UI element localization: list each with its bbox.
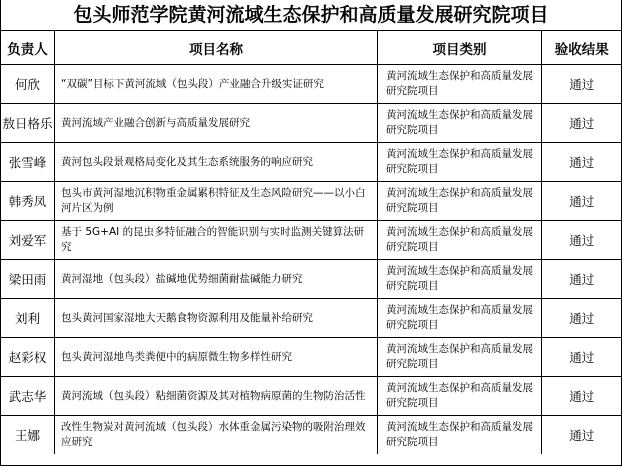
lead-cell: 武志华 [1, 377, 55, 416]
result-cell: 通过 [542, 416, 622, 455]
lead-cell: 敖日格乐 [1, 104, 55, 143]
table-row [1, 416, 622, 455]
category-cell: 黄河流域生态保护和高质量发展研究院项目 [378, 299, 542, 338]
table-row [1, 260, 622, 299]
table-row [1, 221, 622, 260]
category-cell: 黄河流域生态保护和高质量发展研究院项目 [378, 338, 542, 377]
lead-cell: 王娜 [1, 416, 55, 455]
project-name-cell: 黄河流域（包头段）粘细菌资源及其对植物病原菌的生物防治活性 [55, 377, 378, 416]
result-cell: 通过 [542, 182, 622, 221]
project-name-cell: 黄河包头段景观格局变化及其生态系统服务的响应研究 [55, 143, 378, 182]
table-row [1, 182, 622, 221]
lead-cell: 刘利 [1, 299, 55, 338]
table-row [1, 338, 622, 377]
project-name-cell: 改性生物炭对黄河流域（包头段）水体重金属污染物的吸附治理效应研究 [55, 416, 378, 455]
category-cell: 黄河流域生态保护和高质量发展研究院项目 [378, 182, 542, 221]
project-name-cell: 黄河流域产业融合创新与高质量发展研究 [55, 104, 378, 143]
table-row [1, 299, 622, 338]
project-name-cell: 包头黄河国家湿地大天鹅食物资源利用及能量补给研究 [55, 299, 378, 338]
lead-cell: 赵彩权 [1, 338, 55, 377]
header-row [1, 31, 622, 65]
project-name-cell: 包头市黄河湿地沉积物重金属累积特征及生态风险研究——以小白河片区为例 [55, 182, 378, 221]
result-cell: 通过 [542, 338, 622, 377]
column-header-name: 项目名称 [55, 31, 378, 65]
lead-cell: 刘爱军 [1, 221, 55, 260]
lead-cell: 梁田雨 [1, 260, 55, 299]
column-header-result: 验收结果 [542, 31, 622, 65]
result-cell: 通过 [542, 260, 622, 299]
project-table [0, 31, 622, 454]
result-cell: 通过 [542, 221, 622, 260]
lead-cell: 何欣 [1, 65, 55, 104]
category-cell: 黄河流域生态保护和高质量发展研究院项目 [378, 260, 542, 299]
category-cell: 黄河流域生态保护和高质量发展研究院项目 [378, 104, 542, 143]
category-cell: 黄河流域生态保护和高质量发展研究院项目 [378, 416, 542, 455]
column-header-lead: 负责人 [1, 31, 55, 65]
column-header-category: 项目类别 [378, 31, 542, 65]
result-cell: 通过 [542, 377, 622, 416]
table-row [1, 143, 622, 182]
result-cell: 通过 [542, 65, 622, 104]
lead-cell: 张雪峰 [1, 143, 55, 182]
project-name-cell: 黄河湿地（包头段）盐碱地优势细菌耐盐碱能力研究 [55, 260, 378, 299]
table-row [1, 65, 622, 104]
document-title: 包头师范学院黄河流域生态保护和高质量发展研究院项目 [1, 0, 621, 31]
result-cell: 通过 [542, 143, 622, 182]
result-cell: 通过 [542, 299, 622, 338]
category-cell: 黄河流域生态保护和高质量发展研究院项目 [378, 377, 542, 416]
category-cell: 黄河流域生态保护和高质量发展研究院项目 [378, 221, 542, 260]
category-cell: 黄河流域生态保护和高质量发展研究院项目 [378, 143, 542, 182]
project-name-cell: “双碳”目标下黄河流域（包头段）产业融合升级实证研究 [55, 65, 378, 104]
project-name-cell: 基于 5G+AI 的昆虫多特征融合的智能识别与实时监测关键算法研究 [55, 221, 378, 260]
category-cell: 黄河流域生态保护和高质量发展研究院项目 [378, 65, 542, 104]
project-name-cell: 包头黄河湿地鸟类粪便中的病原微生物多样性研究 [55, 338, 378, 377]
table-row [1, 377, 622, 416]
lead-cell: 韩秀凤 [1, 182, 55, 221]
table-row [1, 104, 622, 143]
result-cell: 通过 [542, 104, 622, 143]
